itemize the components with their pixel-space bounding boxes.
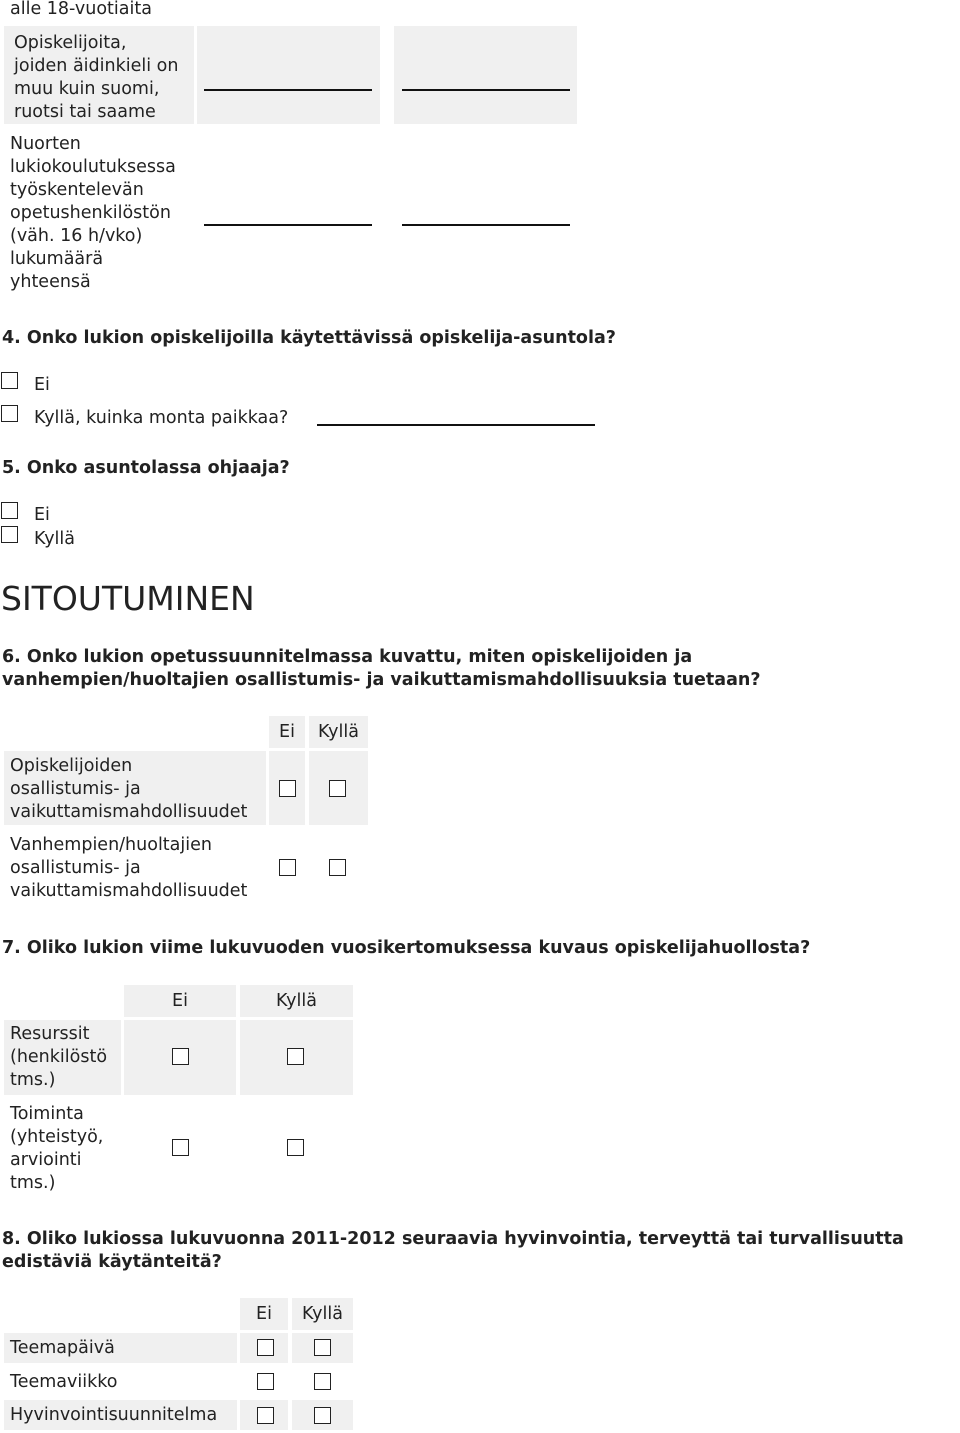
column-header-ei: Ei: [240, 1298, 288, 1330]
table-row-label: Opiskelijoiden osallistumis- ja vaikuttamismahdollisuudet: [10, 756, 248, 822]
column-header-kylla: Kyllä: [292, 1298, 353, 1330]
question-4-title: 4. Onko lukion opiskelijoilla käytettävissä opiskelija-asuntola?: [2, 328, 616, 348]
option-label: Ei: [34, 375, 50, 395]
checkbox-q6-students-kylla[interactable]: [329, 780, 346, 797]
column-header-ei: Ei: [269, 716, 305, 748]
table-row-label-cell: [4, 1020, 121, 1095]
input-cell: [197, 26, 380, 124]
checkbox-q7-resources-kylla[interactable]: [287, 1048, 304, 1065]
checkbox-q6-parents-kylla[interactable]: [329, 859, 346, 876]
table-row-label-cell: [4, 1400, 237, 1430]
table-row-label: Toiminta (yhteistyö, arviointi tms.): [10, 1104, 104, 1193]
option-label: Ei: [34, 505, 50, 525]
column-header-ei: Ei: [124, 985, 236, 1017]
places-count-input-line[interactable]: [317, 424, 595, 426]
top-label: alle 18-vuotiaita: [10, 0, 152, 19]
table-row-label-cell: [4, 1333, 237, 1363]
checkbox-q7-activities-kylla[interactable]: [287, 1139, 304, 1156]
checkbox-q4-ei[interactable]: [1, 372, 18, 389]
checkbox-q8-theme-week-kylla[interactable]: [314, 1373, 331, 1390]
table-row-label: Teemapäivä: [10, 1338, 115, 1358]
question-5-title: 5. Onko asuntolassa ohjaaja?: [2, 458, 290, 478]
question-7-title: 7. Oliko lukion viime lukuvuoden vuosikertomuksessa kuvaus opiskelijahuollosta?: [2, 938, 811, 958]
checkbox-q8-theme-day-ei[interactable]: [257, 1339, 274, 1356]
checkbox-q5-kylla[interactable]: [1, 526, 18, 543]
table-row-label-cell: [4, 751, 266, 825]
checkbox-q8-theme-week-ei[interactable]: [257, 1373, 274, 1390]
question-8-title: 8. Oliko lukiossa lukuvuonna 2011-2012 seuraavia hyvinvointia, terveyttä tai turvallisuutta edistäviä käytänteitä?: [2, 1229, 904, 1272]
checkbox-q7-resources-ei[interactable]: [172, 1048, 189, 1065]
table-row-label-cell: [4, 26, 194, 124]
checkbox-q5-ei[interactable]: [1, 502, 18, 519]
column-header-kylla: Kyllä: [309, 716, 368, 748]
count-input-line[interactable]: [402, 224, 570, 226]
checkbox-q6-students-ei[interactable]: [279, 780, 296, 797]
checkbox-q4-kylla[interactable]: [1, 405, 18, 422]
table-row-label: Teemaviikko: [10, 1372, 118, 1392]
input-cell: [394, 26, 577, 124]
checkbox-q7-activities-ei[interactable]: [172, 1139, 189, 1156]
section-heading: SITOUTUMINEN: [1, 579, 255, 618]
question-6-title: 6. Onko lukion opetussuunnitelmassa kuvattu, miten opiskelijoiden ja vanhempien/huoltajien osallistumis- ja vaikuttamismahdollisuuksia tuetaan?: [2, 647, 761, 690]
count-input-line[interactable]: [204, 224, 372, 226]
option-label: Kyllä, kuinka monta paikkaa?: [34, 408, 289, 428]
checkbox-q6-parents-ei[interactable]: [279, 859, 296, 876]
option-label: Kyllä: [34, 529, 76, 549]
count-input-line[interactable]: [402, 89, 570, 91]
checkbox-q8-wellbeing-plan-kylla[interactable]: [314, 1407, 331, 1424]
column-header-kylla: Kyllä: [240, 985, 353, 1017]
table-row-label: Hyvinvointisuunnitelma: [10, 1405, 218, 1425]
checkbox-q8-theme-day-kylla[interactable]: [314, 1339, 331, 1356]
count-input-line[interactable]: [204, 89, 372, 91]
table-row-label: Vanhempien/huoltajien osallistumis- ja vaikuttamismahdollisuudet: [10, 835, 248, 901]
table-row-label: Nuorten lukiokoulutuksessa työskentelevän opetushenkilöstön (väh. 16 h/vko) lukumäärä yhteensä: [10, 134, 176, 292]
checkbox-q8-wellbeing-plan-ei[interactable]: [257, 1407, 274, 1424]
table-row-label: Opiskelijoita, joiden äidinkieli on muu kuin suomi, ruotsi tai saame: [14, 33, 179, 122]
table-row-label: Resurssit (henkilöstö tms.): [10, 1024, 108, 1090]
